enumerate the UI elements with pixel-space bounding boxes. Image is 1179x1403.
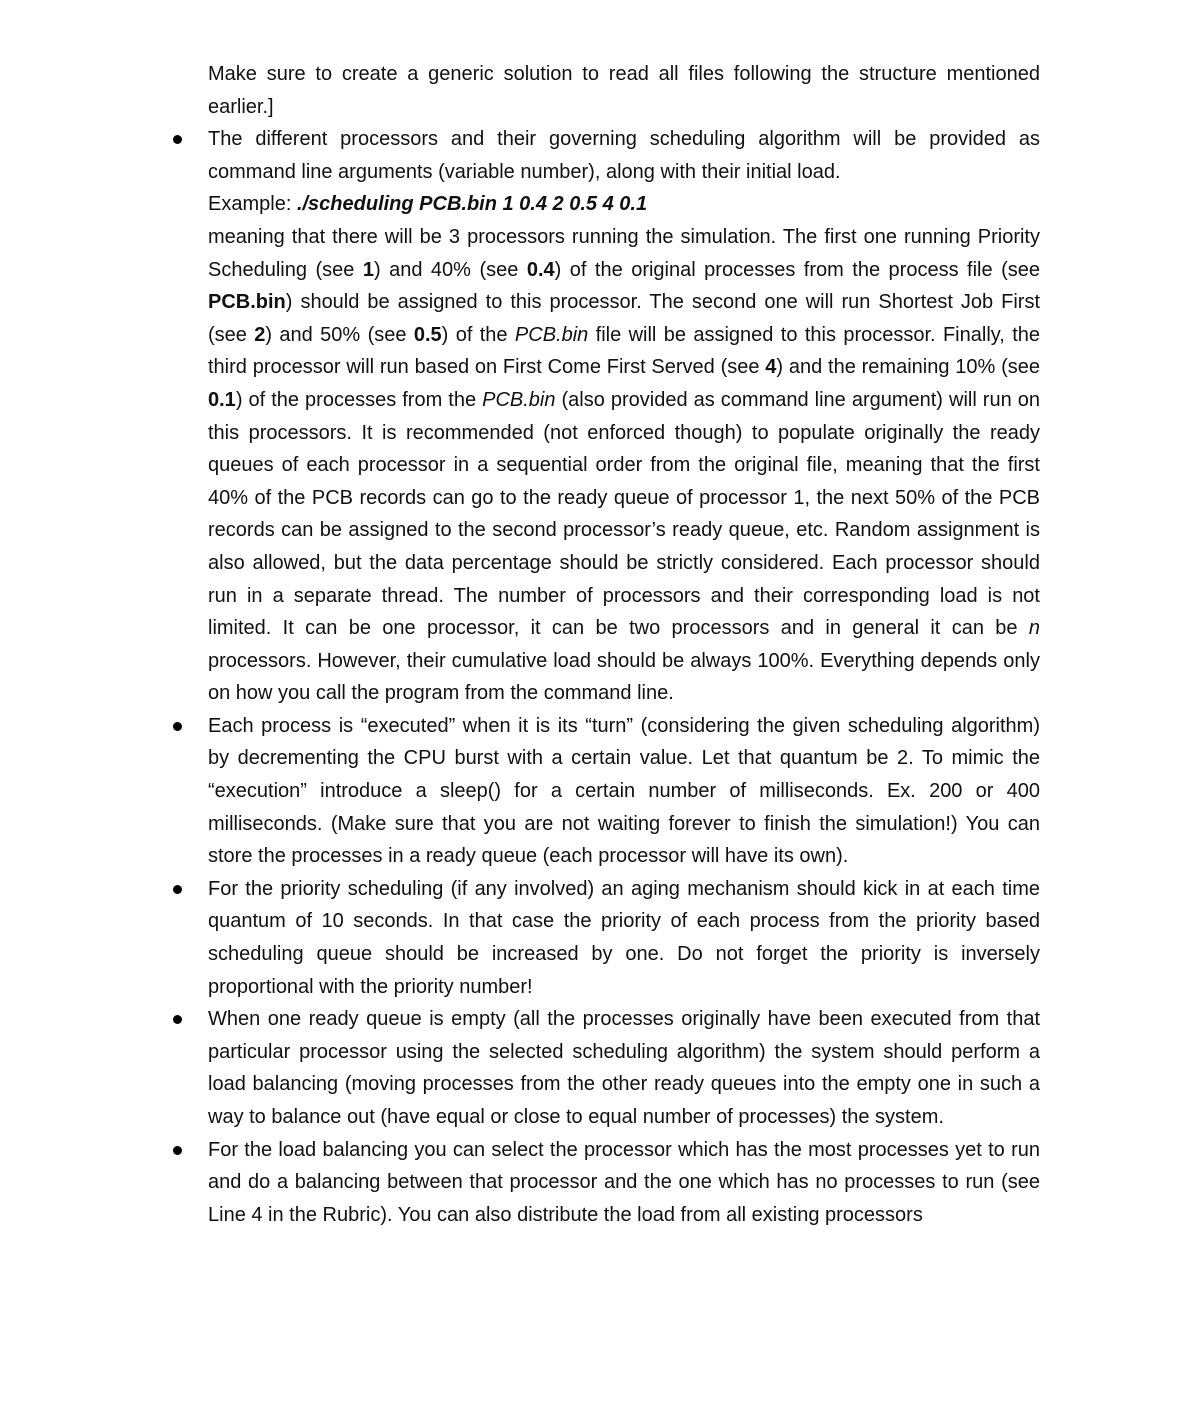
bold-value: 4 xyxy=(765,356,777,379)
document-body xyxy=(208,58,1040,1231)
bullet-text: For the load balancing you can select the processor which has the most processes yet to run and do a balancing between that processor and the one which has no processes to run (see Line 4 in the Rubric). You can also distribute the load from all existing processors xyxy=(208,1138,1040,1226)
bullet-load-balancing xyxy=(208,1134,1040,1232)
example-command: ./scheduling PCB.bin 1 0.4 2 0.5 4 0.1 xyxy=(296,193,648,216)
intro-paragraph: Make sure to create a generic solution to read all files following the structure mentioned earlier.] xyxy=(208,63,1040,118)
explanation-text: ) and 40% (see xyxy=(373,258,527,281)
explanation-text: ) of the xyxy=(441,323,515,346)
explanation-text: meaning that there will be 3 processors running the simulation. The first one running Priority Scheduling (see xyxy=(208,225,1040,281)
bold-value: 2 xyxy=(254,323,266,346)
explanation-text: file will be assigned to this processor. Finally, the third processor will run based on First Come First Served (see xyxy=(208,323,1040,379)
bullet-text: For the priority scheduling (if any involved) an aging mechanism should kick in at each time quantum of 10 seconds. In that case the priority of each process from the priority based scheduling queue should be increased by one. Do not forget the priority is inversely proportional with the priority number! xyxy=(208,877,1040,998)
example-line xyxy=(208,188,1040,221)
bullet-processors-intro: The different processors and their governing scheduling algorithm will be provided as command line arguments (variable number), along with their initial load. xyxy=(208,128,1040,183)
example-explanation xyxy=(208,221,1040,710)
bullet-icon xyxy=(173,1015,182,1024)
bullet-empty-queue xyxy=(208,1003,1040,1133)
bullet-process-execution xyxy=(208,710,1040,873)
bullet-text: When one ready queue is empty (all the processes originally have been executed from that particular processor using the selected scheduling algorithm) the system should perform a load balancing (moving processes from the other ready queues into the empty one in such a way to balance out (have equal or close to equal number of processes) the system. xyxy=(208,1008,1040,1128)
bullet-processors-arguments xyxy=(208,123,1040,710)
bold-value: 0.4 xyxy=(526,258,555,281)
bold-value: 1 xyxy=(362,258,374,281)
explanation-text: ) and the remaining 10% (see xyxy=(776,356,1041,379)
bold-value: 0.5 xyxy=(413,323,442,346)
italic-filename: PCB.bin xyxy=(482,388,556,411)
bullet-icon xyxy=(173,885,182,894)
example-label: Example: xyxy=(208,193,297,216)
explanation-text: ) of the processes from the xyxy=(235,388,483,411)
explanation-text: (also provided as command line argument) will run on this processors. It is recommended (not enforced though) to populate originally the ready queues of each processor in a sequential order from the original file, meaning that the first 40% of the PCB records can go to the ready queue of processor 1, the next 50% of the PCB records can be assigned to the second processor’s ready queue, etc. Random assignment is also allowed, but the data percentage should be strictly considered. Each processor should run in a separate thread. The number of processors and their corresponding load is not limited. It can be one processor, it can be two processors and in general it can be xyxy=(208,388,1040,640)
bold-value: PCB.bin xyxy=(208,291,286,314)
bullet-icon xyxy=(173,135,182,144)
italic-filename: PCB.bin xyxy=(514,323,589,346)
bold-value: 0.1 xyxy=(208,388,236,411)
bullet-text: Each process is “executed” when it is its “turn” (considering the given scheduling algorithm) by decrementing the CPU burst with a certain value. Let that quantum be 2. To mimic the “execution” introduce a sleep() for a certain number of milliseconds. Ex. 200 or 400 milliseconds. (Make sure that you are not waiting forever to finish the simulation!) You can store the processes in a ready queue (each processor will have its own). xyxy=(208,714,1040,868)
explanation-text: ) should be assigned to this processor. The second one will run Shortest Job First (see xyxy=(208,291,1040,346)
italic-variable: n xyxy=(1028,617,1040,640)
explanation-text: ) and 50% (see xyxy=(265,323,414,346)
explanation-text: processors. However, their cumulative load should be always 100%. Everything depends only on how you call the program from the command line. xyxy=(208,649,1040,705)
bullet-icon xyxy=(173,1146,182,1155)
explanation-text: ) of the original processes from the process file (see xyxy=(554,258,1041,281)
bullet-priority-aging xyxy=(208,873,1040,1003)
bullet-icon xyxy=(173,722,182,731)
